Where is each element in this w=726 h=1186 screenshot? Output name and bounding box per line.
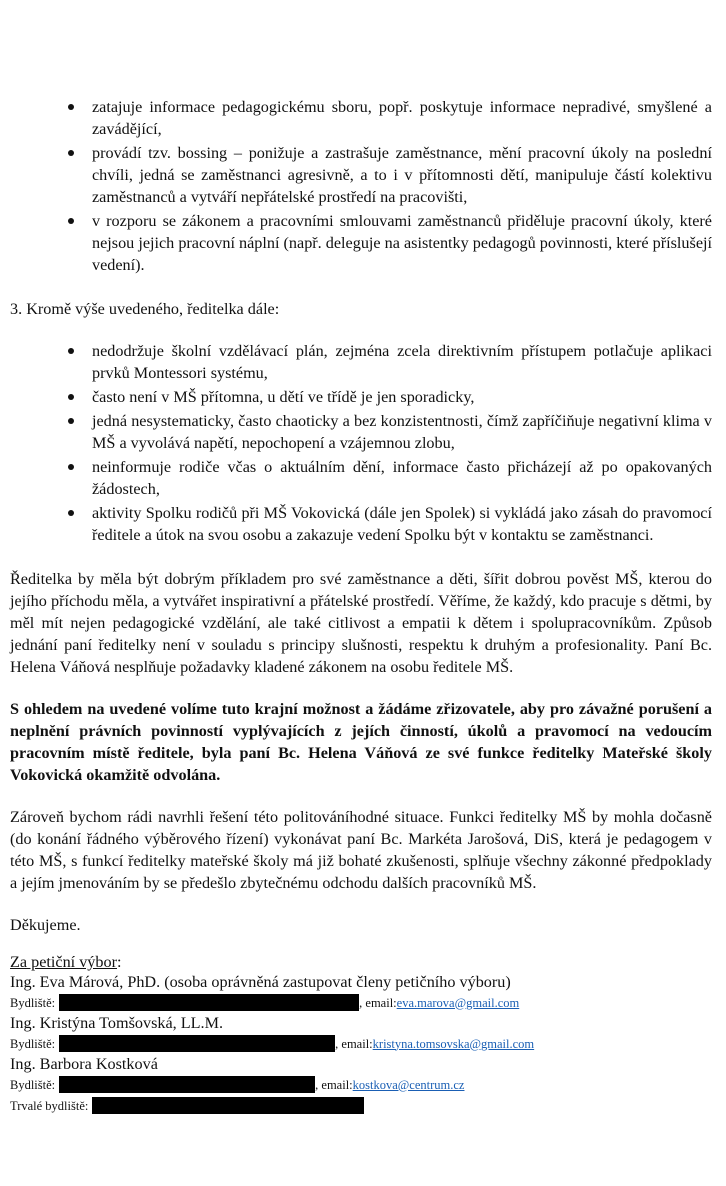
redaction-bar <box>59 1076 315 1093</box>
signatory-residence-row <box>10 992 712 1013</box>
list-item: provádí tzv. bossing – ponižuje a zastrašuje zaměstnance, mění pracovní úkoly na poslední chvíli, jedná se zaměstnanci agresivně, a to i v přítomnosti dětí, manipuluje částí kolektivu zaměstnanců a vytváří nepřátelské prostředí na pracovišti, <box>92 144 712 206</box>
bullet-list-b <box>10 340 712 546</box>
committee-colon: : <box>116 953 122 971</box>
committee-label: Za petiční výbor <box>10 953 117 971</box>
email-link[interactable]: kostkova@centrum.cz <box>352 1077 465 1092</box>
bullet-list-a <box>10 96 712 276</box>
email-link[interactable]: eva.marova@gmail.com <box>396 995 520 1010</box>
signatory-name: Ing. Kristýna Tomšovská, LL.M. <box>10 1014 224 1032</box>
residence-label: Bydliště: <box>10 995 56 1010</box>
signatory-residence-row <box>10 1033 712 1054</box>
residence-label: Bydliště: <box>10 1077 56 1092</box>
section-3-heading: 3. Kromě výše uvedeného, ředitelka dále: <box>10 300 280 318</box>
email-label: , email: <box>359 995 397 1010</box>
signature-block <box>10 952 712 1116</box>
list-item: zatajuje informace pedagogickému sboru, popř. poskytuje informace nepradivé, smyšlené a zavádějící, <box>92 98 712 138</box>
email-link[interactable]: kristyna.tomsovska@gmail.com <box>372 1036 535 1051</box>
paragraph-proposed-solution: Zároveň bychom rádi navrhli řešení této politováníhodné situace. Funkci ředitelky MŠ by mohla dočasně (do konání řádného výběrového řízení) vykonávat paní Bc. Markéta Jarošová, DiS, která je pedagogem v této MŠ, s funkcí ředitelky mateřské školy má již bohaté zkušenosti, splňuje všechny zákonné předpoklady a jejím jmenováním by se předešlo zbytečnému odchodu dalších pracovníků MŠ. <box>10 808 712 892</box>
committee-label-line <box>10 952 712 972</box>
list-item: v rozporu se zákonem a pracovními smlouvami zaměstnanců přiděluje pracovní úkoly, které nejsou jejich pracovní náplní (např. deleguje na asistentky pedagogů povinnosti, které příslušejí vedení). <box>92 212 712 274</box>
permanent-residence-label: Trvalé bydliště: <box>10 1098 89 1113</box>
permanent-residence-row <box>10 1095 712 1116</box>
email-label: , email: <box>335 1036 373 1051</box>
signatory-name: Ing. Eva Márová, PhD. (osoba oprávněná zastupovat členy petičního výboru) <box>10 973 511 991</box>
thanks-text: Děkujeme. <box>10 916 81 934</box>
list-item: jedná nesystematicky, často chaoticky a bez konzistentnosti, čímž zapříčiňuje negativní klima v MŠ a vyvolává napětí, nepochopení a vzájemnou zlobu, <box>92 412 712 452</box>
redaction-bar <box>59 1035 335 1052</box>
list-item: aktivity Spolku rodičů při MŠ Vokovická (dále jen Spolek) si vykládá jako zásah do pravomocí ředitele a útok na svou osobu a zakazuje vedení Spolku být v kontaktu se zaměstnanci. <box>92 504 712 544</box>
list-item: nedodržuje školní vzdělávací plán, zejména zcela direktivním přístupem potlačuje aplikaci prvků Montessori systému, <box>92 342 712 382</box>
paragraph-director-duties: Ředitelka by měla být dobrým příkladem pro své zaměstnance a děti, šířit dobrou pověst MŠ, kterou do jejího příchodu měla, a vytvářet inspirativní a přátelské prostředí. Věříme, že každý, kdo pracuje s dětmi, by měl mít nejen pedagogické vzdělání, ale také citlivost a empatii k dětem i spolupracovníkům. Způsob jednání paní ředitelky není v souladu s principy slušnosti, respektu k druhým a profesionality. Paní Bc. Helena Váňová nesplňuje požadavky kladené zákonem na osobu ředitele MŠ. <box>10 570 712 676</box>
email-label: , email: <box>315 1077 353 1092</box>
redaction-bar <box>92 1097 364 1114</box>
signatory-residence-row <box>10 1074 712 1095</box>
redaction-bar <box>59 994 359 1011</box>
list-item: neinformuje rodiče včas o aktuálním dění, informace často přicházejí až po opakovaných žádostech, <box>92 458 712 498</box>
list-item: často není v MŠ přítomna, u dětí ve třídě je jen sporadicky, <box>92 386 712 408</box>
residence-label: Bydliště: <box>10 1036 56 1051</box>
signatory-name: Ing. Barbora Kostková <box>10 1055 158 1073</box>
paragraph-dismissal-request: S ohledem na uvedené volíme tuto krajní možnost a žádáme zřizovatele, aby pro závažné porušení a neplnění právních povinností vyplývajících z jejích činností, úkolů a pravomocí na vedoucím pracovním místě ředitele, byla paní Bc. Helena Váňová ze své funkce ředitelky Mateřské školy Vokovická okamžitě odvolána. <box>10 700 712 784</box>
